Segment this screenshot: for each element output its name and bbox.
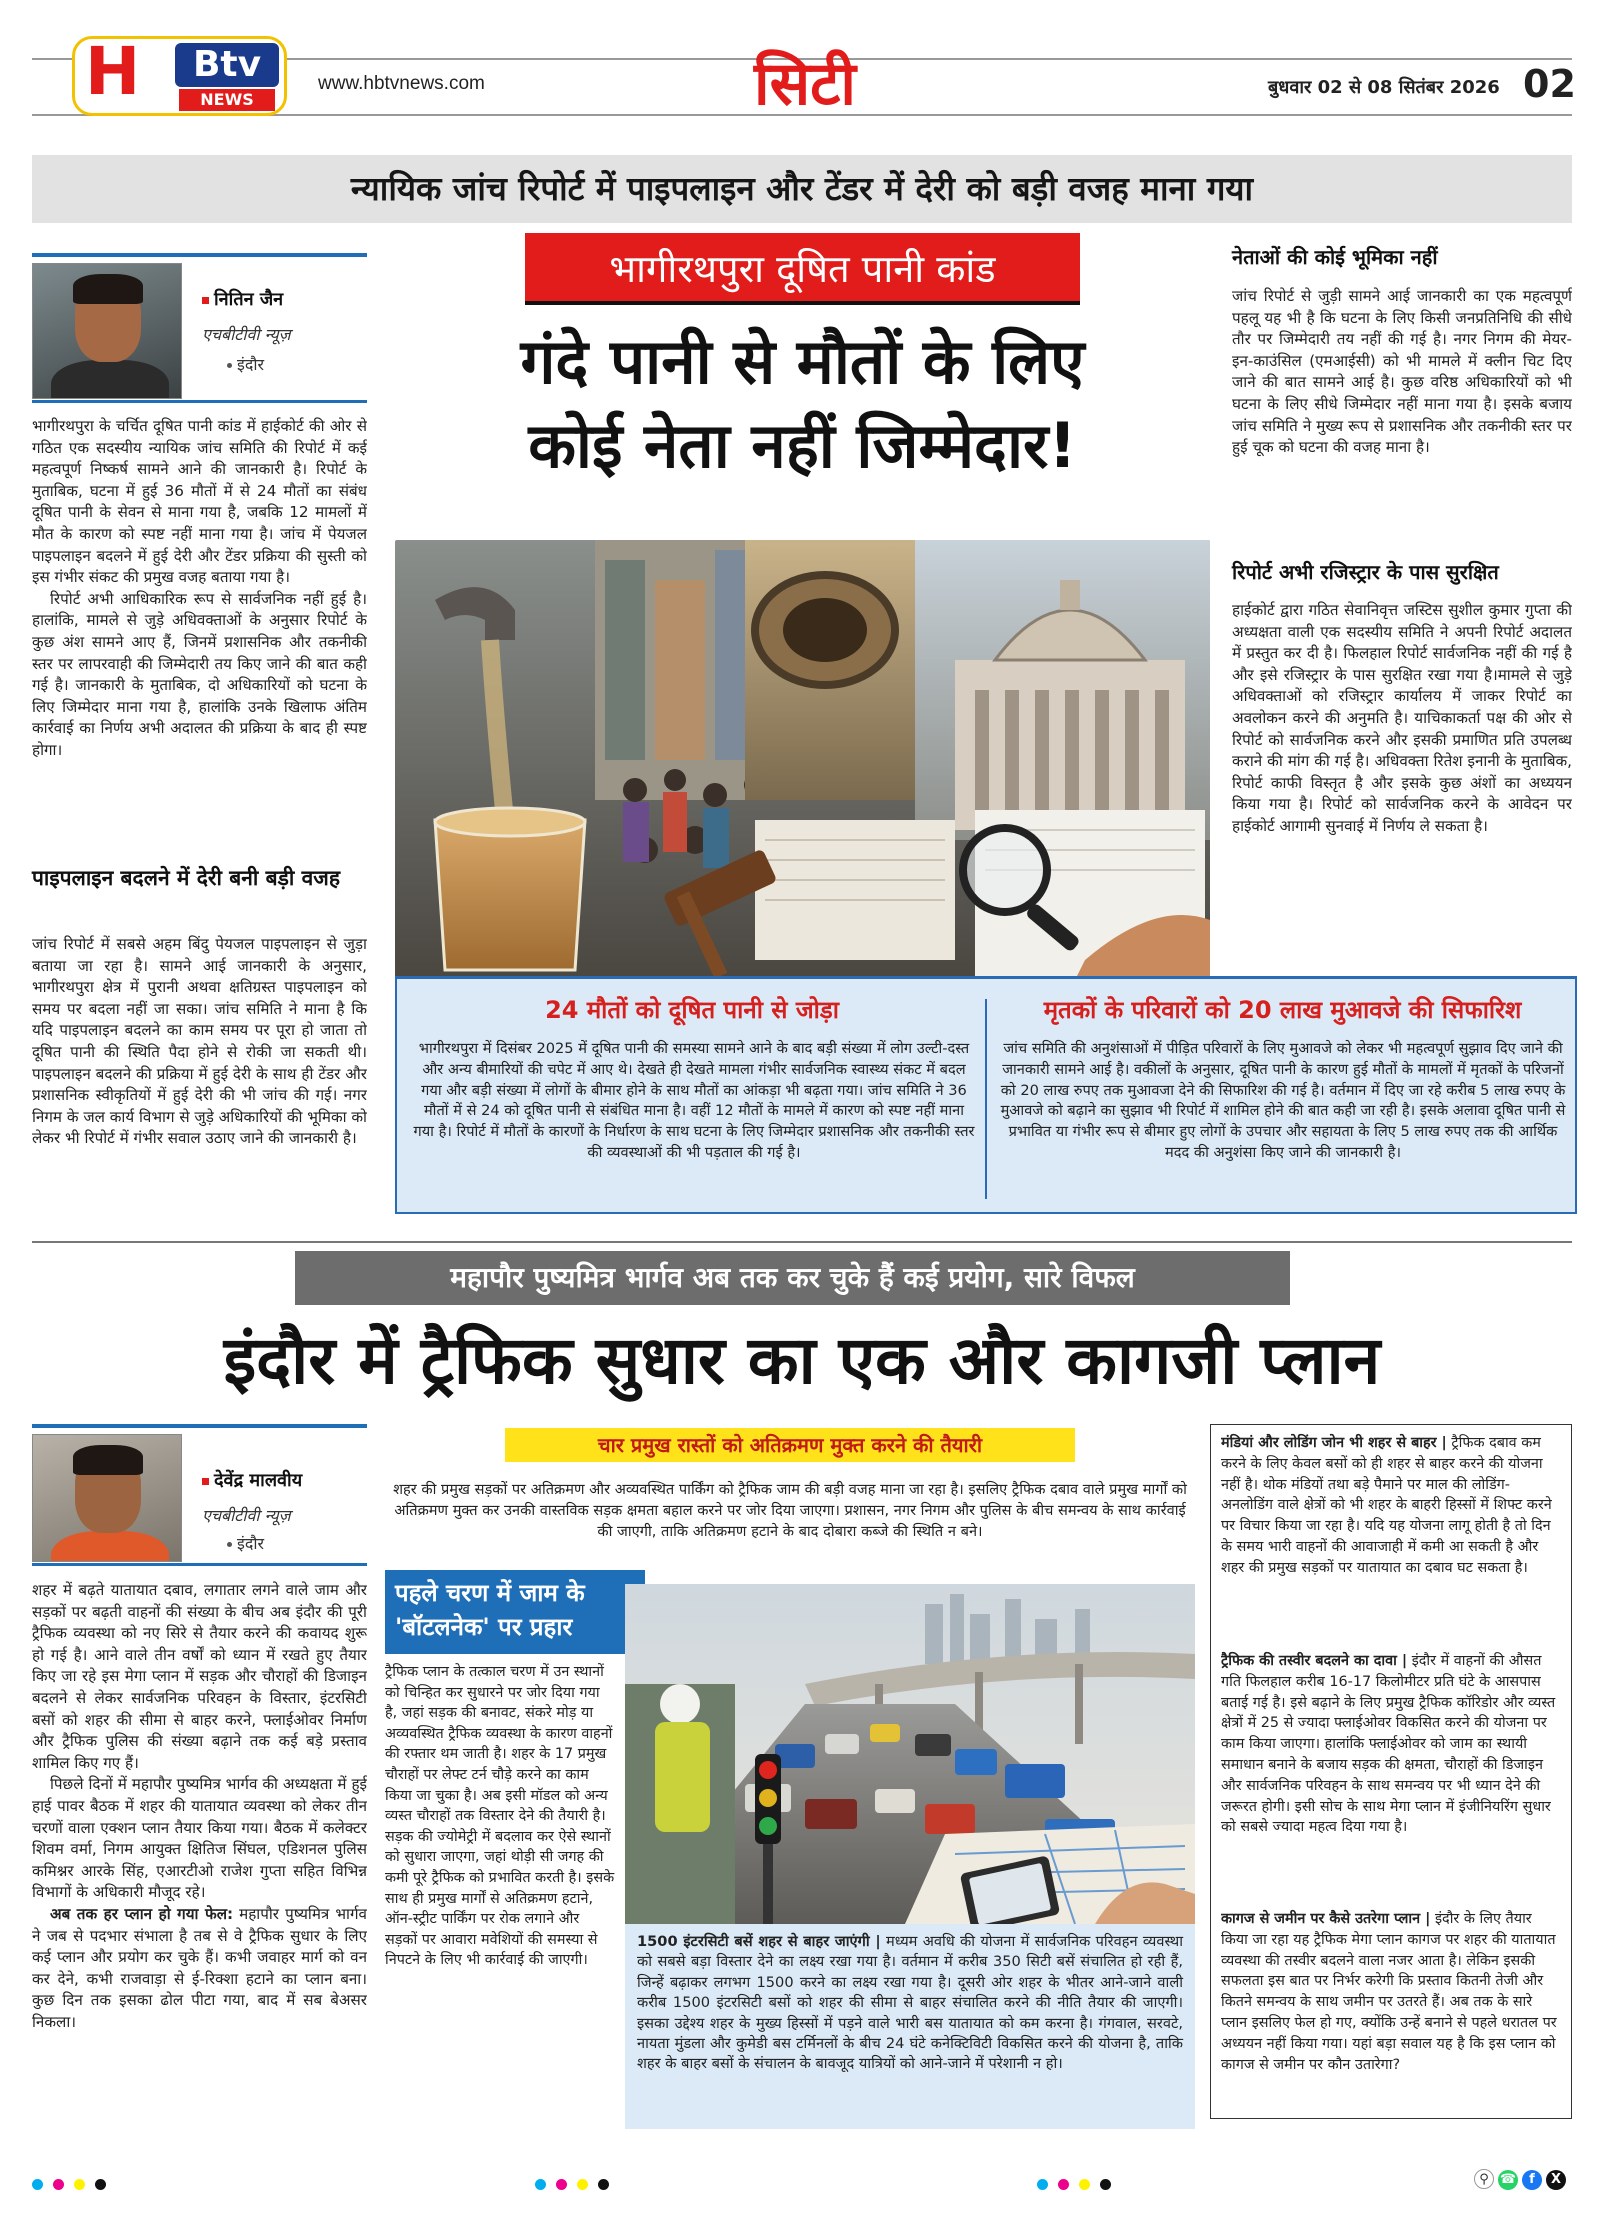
infobox-left-text: भागीरथपुरा में दिसंबर 2025 में दूषित पानी की समस्या सामने आने के बाद बड़ी संख्या में लोग उल्टी-दस्त और अन्य बीमारियों की चपेट में आए थे। देखते ही देखते मामला गंभीर सार्वजनिक स्वास्थ्य संकट में बदल गया और बड़ी संख्या में लोगों के बीमार होने के साथ मौतों का आंकड़ा भी बढ़ता गया। जांच समिति ने 36 मौतों में से 24 को दूषित पानी से संबंधित माना है। वहीं 12 मौतों के मामले में कारण को स्पष्ट नहीं माना गया है। रिपोर्ट में मौतों के कारणों के निर्धारण के साथ घटना के लिए जिम्मेदार प्रशासनिक और तकनीकी स्तर की व्यवस्थाओं की भी पड़ताल की गई है। bbox=[413, 1040, 975, 1161]
x-icon[interactable]: X bbox=[1546, 2170, 1566, 2190]
infobox-right-text: जांच समिति की अनुशंसाओं में पीड़ित परिवारों के लिए मुआवजे को लेकर भी महत्वपूर्ण सुझाव दिए जाने की जानकारी सामने आई है। वकीलों के अनुसार, दूषित पानी के कारण हुई मौतों के मामलों में मृतकों के परिजनों को 20 लाख रुपए तक मुआवजा देने की सिफारिश की गई है। वर्तमान में दिए जा रहे करीब 5 लाख रुपए के मुआवजे को बढ़ाने का सुझाव भी रिपोर्ट में शामिल होने की बात कही जा रही है। इसके अलावा दूषित पानी से प्रभावित या गंभीर रूप से बीमार हुए लोगों के उपचार और सहायता के लिए 5 लाख रुपए तक की आर्थिक मदद की अनुशंसा किए जाने की जानकारी है। bbox=[1000, 1040, 1566, 1161]
section-title: सिटी bbox=[754, 49, 856, 119]
traffic-photo bbox=[625, 1584, 1195, 1924]
registration-dots-right bbox=[1037, 2175, 1121, 2189]
site-url[interactable]: www.hbtvnews.com bbox=[318, 73, 485, 94]
reporter-place: इंदौर bbox=[227, 1532, 264, 1554]
caption-text bbox=[637, 1932, 1183, 2075]
dot-cyan bbox=[32, 2179, 43, 2190]
dot-cyan bbox=[1037, 2179, 1048, 2190]
story1-tag: भागीरथपुरा दूषित पानी कांड bbox=[525, 233, 1080, 305]
registration-dots-center bbox=[535, 2175, 619, 2189]
story2-headline: इंदौर में ट्रैफिक सुधार का एक और कागजी प्लान bbox=[223, 1322, 1381, 1399]
headline-line-1: गंदे पानी से मौतों के लिए bbox=[520, 325, 1085, 398]
side-item-2-title: ट्रैफिक की तस्वीर बदलने का दावा | bbox=[1221, 1653, 1408, 1669]
page-number: 02 bbox=[1523, 62, 1576, 106]
side-item-1 bbox=[1221, 1433, 1561, 1645]
story1-right-subhead-1: नेताओं की कोई भूमिका नहीं bbox=[1232, 245, 1438, 269]
story2-side-column bbox=[1210, 1424, 1572, 2119]
story1-headline bbox=[395, 320, 1210, 488]
story2-tagline: चार प्रमुख रास्तों को अतिक्रमण मुक्त करने की तैयारी bbox=[505, 1428, 1075, 1462]
dot-black bbox=[598, 2179, 609, 2190]
side-item-3-title: कागज से जमीन पर कैसे उतरेगा प्लान | bbox=[1221, 1911, 1431, 1927]
logo-letter-h: H bbox=[85, 36, 137, 110]
social-icons bbox=[1470, 2168, 1566, 2190]
whatsapp-icon[interactable]: ☎ bbox=[1498, 2170, 1518, 2190]
dot-magenta bbox=[53, 2179, 64, 2190]
story1-right-text-1 bbox=[1232, 286, 1572, 546]
story1-right-text-2 bbox=[1232, 600, 1572, 962]
side-item-2-text: इंदौर में वाहनों की औसत गति फिलहाल करीब 16-17 किलोमीटर प्रति घंटे के आसपास बताई गई है। इसे बढ़ाने के लिए प्रमुख ट्रैफिक कॉरिडोर और व्यस्त क्षेत्रों में 25 से ज्यादा फ्लाईओवर विकसित करने की योजना पर काम किया जाएगा। हालांकि फ्लाईओवर को जाम का स्थायी समाधान बनाने के बजाय सड़क की क्षमता, चौराहों की डिजाइन और सार्वजनिक परिवहन के साथ समन्वय पर भी ध्यान देने की जरूरत होगी। इसी सोच के साथ मेगा प्लान में इंजीनियरिंग सुधार को सबसे ज्यादा महत्व दिया गया है। bbox=[1221, 1653, 1556, 1836]
inline-text: महापौर पुष्यमित्र भार्गव ने जब से पदभार संभाला है तब से वे ट्रैफिक सुधार के लिए कई प्लान और प्रयोग कर चुके हैं। कभी जवाहर मार्ग को वन कर देने, कभी राजवाड़ा से ई-रिक्शा हटाने का प्लान बना। कुछ दिन तक इसका ढोल पीटा गया, बाद में सब बेअसर निकला। bbox=[32, 1904, 367, 2031]
reporter-name: देवेंद्र मालवीय bbox=[202, 1468, 302, 1492]
collage-illustration bbox=[395, 540, 1210, 980]
inline-subhead: अब तक हर प्लान हो गया फेल: bbox=[50, 1904, 234, 1923]
paragraph: पिछले दिनों में महापौर पुष्यमित्र भार्गव की अध्यक्षता में हुई हाई पावर बैठक में शहर की यातायात व्यवस्था को लेकर तीन चरणों वाला एक्शन प्लान तैयार किया गया। बैठक में कलेक्टर शिवम वर्मा, निगम आयुक्त क्षितिज सिंघल, एडिशनल पुलिस कमिश्नर आरके सिंह, एआरटीओ राजेश गुप्ता सहित विभिन्न विभागों के अधिकारी मौजूद रहे। bbox=[32, 1775, 367, 1902]
side-item-3-text: इंदौर के लिए तैयार किया जा रहा यह ट्रैफिक मेगा प्लान कागज पर शहर की यातायात व्यवस्था की तस्वीर बदलने वाला नजर आता है। लेकिन इसकी सफलता इस बात पर निर्भर करेगी कि प्रस्ताव कितनी तेजी और कितने समन्वय के साथ जमीन पर उतरते हैं। अब तक के सारे प्लान इसलिए फेल हो गए, क्योंकि उन्हें बनाने से पहले धरातल पर अध्ययन नहीं किया गया। यहां बड़ा सवाल यह है कि इस प्लान को कागज से जमीन पर कौन उतारेगा? bbox=[1221, 1911, 1557, 2073]
story1-photo-collage bbox=[395, 540, 1210, 980]
dot-black bbox=[1100, 2179, 1111, 2190]
paragraph: शहर में बढ़ते यातायात दबाव, लगातार लगने वाले जाम और सड़कों पर बढ़ती वाहनों की संख्या के बीच अब इंदौर की पूरी ट्रैफिक व्यवस्था को नए सिरे से तैयार करने की कवायद शुरू हो गई है। आने वाले तीन वर्षों को ध्यान में रखते हुए तैयार किए जा रहे इस मेगा प्लान में सड़क और चौराहों की डिजाइन बदलने से लेकर सार्वजनिक परिवहन के विस्तार, इंटरसिटी बसों को शहर की सीमा से बाहर करने, फ्लाईओवर निर्माण और ट्रैफिक पुलिस की संख्या बढ़ाने तक कई बड़े प्रस्ताव शामिल किए गए हैं। bbox=[32, 1581, 367, 1772]
caption-subhead: 1500 इंटरसिटी बसें शहर से बाहर जाएंगी | bbox=[637, 1933, 881, 1950]
paragraph bbox=[32, 1904, 367, 2034]
reporter-org: एचबीटीवी न्यूज़ bbox=[202, 325, 291, 344]
registration-dots-left bbox=[32, 2175, 116, 2189]
dot-yellow bbox=[577, 2179, 588, 2190]
story1-left-text bbox=[32, 416, 367, 856]
side-item-1-title: मंडियां और लोडिंग जोन भी शहर से बाहर | bbox=[1221, 1435, 1447, 1451]
story1-byline bbox=[32, 253, 367, 403]
paragraph: ट्रैफिक प्लान के तत्काल चरण में उन स्थानों को चिन्हित कर सुधारने पर जोर दिया गया है, जहां सड़क की बनावट, संकरे मोड़ या अव्यवस्थित ट्रैफिक व्यवस्था के कारण वाहनों की रफ्तार थम जाती है। शहर के 17 प्रमुख चौराहों पर लेफ्ट टर्न चौड़े करने का काम किया जा चुका है। अब इसी मॉडल को अन्य व्यस्त चौराहों तक विस्तार देने की तैयारी है। सड़क की ज्योमेट्री में बदलाव कर ऐसे स्थानों को सुधारा जाएगा, जहां थोड़ी सी जगह की कमी पूरे ट्रैफिक को प्रभावित करती है। इसके साथ ही प्रमुख मार्गों से अतिक्रमण हटाने, ऑन-स्ट्रीट पार्किंग पर रोक लगाने और सड़कों पर आवारा मवेशियों की समस्या से निपटने के लिए भी कार्रवाई की जाएगी। bbox=[385, 1664, 615, 1969]
reporter-photo bbox=[32, 263, 182, 399]
side-item-3 bbox=[1221, 1909, 1561, 2115]
story2-byline bbox=[32, 1424, 367, 1566]
logo-news: NEWS bbox=[179, 89, 275, 111]
infobox-right-heading: मृतकों के परिवारों को 20 लाख मुआवजे की सिफारिश bbox=[1043, 996, 1522, 1024]
infobox-left-heading: 24 मौतों को दूषित पानी से जोड़ा bbox=[545, 996, 839, 1024]
reporter-name: नितिन जैन bbox=[202, 287, 283, 311]
reporter-photo bbox=[32, 1434, 182, 1562]
reporter-org: एचबीटीवी न्यूज़ bbox=[202, 1506, 291, 1525]
side-item-1-text: ट्रैफिक दबाव कम करने के लिए केवल बसों को ही शहर से बाहर करने की योजना नहीं है। थोक मंडियों तथा बड़े पैमाने पर माल की लोडिंग-अनलोडिंग वाले क्षेत्रों को भी शहर के बाहरी हिस्सों में शिफ्ट करने पर विचार किया जा रहा है। यदि यह योजना लागू होती है तो दिन के समय भारी वाहनों की आवाजाही में कमी आ सकती है और शहर की प्रमुख सड़कों पर यातायात का दबाव घट सकता है। bbox=[1221, 1435, 1552, 1576]
headline-line-2: कोई नेता नहीं जिम्मेदार! bbox=[528, 409, 1077, 482]
paragraph: जांच रिपोर्ट में सबसे अहम बिंदु पेयजल पाइपलाइन से जुड़ा बताया जा रहा है। सामने आई जानकारी के अनुसार, भागीरथपुरा क्षेत्र में पुरानी अथवा क्षतिग्रस्त पाइपलाइन को समय पर बदला नहीं जा सका। जांच समिति ने माना है कि यदि पाइपलाइन बदलने का काम समय पर पूरा हो जाता तो दूषित पानी की स्थिति पैदा होने से रोकी जा सकती थी। पाइपलाइन बदलने की प्रक्रिया में हुई देरी के साथ ही टेंडर और प्रशासनिक स्वीकृतियों में हुई देरी की भी जांच की गई। नगर निगम के जल कार्य विभाग से जुड़े अधिकारियों की भूमिका को लेकर भी रिपोर्ट में गंभीर सवाल उठाए जाने की जानकारी है। bbox=[32, 935, 367, 1148]
story1-kicker: न्यायिक जांच रिपोर्ट में पाइपलाइन और टेंडर में देरी को बड़ी वजह माना गया bbox=[32, 155, 1572, 223]
issue-date: बुधवार 02 से 08 सितंबर 2026 bbox=[1268, 77, 1500, 98]
dot-yellow bbox=[1079, 2179, 1090, 2190]
story2-left-text bbox=[32, 1580, 367, 2120]
story2-mid-text bbox=[385, 1662, 615, 2122]
hbtv-logo[interactable] bbox=[72, 36, 287, 116]
story-separator bbox=[32, 1241, 1572, 1243]
story2-mid-subhead: पहले चरण में जाम के 'बॉटलनेक' पर प्रहार bbox=[385, 1570, 645, 1654]
story2-kicker: महापौर पुष्यमित्र भार्गव अब तक कर चुके हैं कई प्रयोग, सारे विफल bbox=[295, 1251, 1290, 1305]
side-item-2 bbox=[1221, 1651, 1561, 1901]
search-icon[interactable]: ⚲ bbox=[1474, 2169, 1494, 2189]
reporter-place: इंदौर bbox=[227, 353, 264, 375]
story1-left-subhead: पाइपलाइन बदलने में देरी बनी बड़ी वजह bbox=[32, 866, 341, 890]
traffic-illustration bbox=[625, 1584, 1195, 1924]
paragraph: रिपोर्ट अभी आधिकारिक रूप से सार्वजनिक नहीं हुई है। हालांकि, मामले से जुड़े अधिवक्ताओं के अनुसार रिपोर्ट के कुछ अंश सामने आए हैं, जिनमें प्रशासनिक और तकनीकी स्तर पर लापरवाही की जिम्मेदारी तय किए जाने की बात कही गई है। जानकारी के मुताबिक, दो अधिकारियों को घटना के लिए जिम्मेदार माना गया है, हालांकि उनके खिलाफ अंतिम कार्रवाई का निर्णय अभी अदालत की प्रक्रिया के बाद ही स्पष्ट होगा। bbox=[32, 589, 367, 759]
facebook-icon[interactable]: f bbox=[1522, 2170, 1542, 2190]
dot-black bbox=[95, 2179, 106, 2190]
paragraph: भागीरथपुरा के चर्चित दूषित पानी कांड में हाईकोर्ट की ओर से गठित एक सदस्यीय न्यायिक जांच समिति की रिपोर्ट में कई महत्वपूर्ण निष्कर्ष सामने आने की जानकारी है। रिपोर्ट के मुताबिक, घटना में हुई 36 मौतों में से 24 मौतों का संबंध दूषित पानी के सेवन से माना गया है, जबकि 12 मामलों में मौत के कारण को स्पष्ट नहीं माना गया है। जांच में पेयजल पाइपलाइन बदलने में हुई देरी और टेंडर प्रक्रिया की सुस्ती को इस गंभीर संकट की प्रमुख वजह बताया गया है। bbox=[32, 417, 367, 587]
paragraph: जांच रिपोर्ट से जुड़ी सामने आई जानकारी का एक महत्वपूर्ण पहलू यह भी है कि घटना के लिए किसी जनप्रतिनिधि की सीधे तौर पर जिम्मेदारी तय नहीं की गई है। नगर निगम की मेयर-इन-काउंसिल (एमआईसी) को भी मामले में क्लीन चिट दिए जाने की बात सामने आई है। कुछ वरिष्ठ अधिकारियों को भी घटना के लिए सीधे जिम्मेदार नहीं माना गया है। इसके बजाय जांच समिति ने मुख्य रूप से प्रशासनिक और तकनीकी स्तर पर हुई चूक को घटना की वजह माना है। bbox=[1232, 287, 1572, 457]
story2-intro: शहर की प्रमुख सड़कों पर अतिक्रमण और अव्यवस्थित पार्किंग को ट्रैफिक जाम की बड़ी वजह माना जा रहा है। इसलिए ट्रैफिक दबाव वाले प्रमुख मार्गों को अतिक्रमण मुक्त कर उनकी वास्तविक सड़क क्षमता बहाल करने पर जोर दिया जाएगा। प्रशासन, नगर निगम और पुलिस के बीच समन्वय के साथ कार्रवाई की जाएगी, ताकि अतिक्रमण हटाने के बाद दोबारा कब्जे की स्थिति न बने। bbox=[393, 1481, 1187, 1540]
story2-caption-box bbox=[625, 1924, 1195, 2129]
dot-magenta bbox=[556, 2179, 567, 2190]
paragraph: हाईकोर्ट द्वारा गठित सेवानिवृत्त जस्टिस सुशील कुमार गुप्ता की अध्यक्षता वाली एक सदस्यीय समिति ने अपनी रिपोर्ट अदालत में प्रस्तुत कर दी है। फिलहाल रिपोर्ट सार्वजनिक नहीं की गई है और इसे रजिस्ट्रार के पास सुरक्षित रखा गया है।मामले से जुड़े अधिवक्ताओं को रजिस्ट्रार कार्यालय में जाकर रिपोर्ट का अवलोकन करने की अनुमति है। याचिकाकर्ता पक्ष की ओर से रिपोर्ट को सार्वजनिक करने और इसकी प्रमाणित प्रति उपलब्ध कराने की मांग की गई है। अधिवक्ता रितेश इनानी के मुताबिक, रिपोर्ट काफी विस्तृत है और इसके कुछ अंशों का अध्ययन किया गया है। रिपोर्ट को सार्वजनिक करने के आवेदन पर हाईकोर्ट आगामी सुनवाई में निर्णय ले सकता है। bbox=[1232, 601, 1572, 835]
caption-body: मध्यम अवधि की योजना में सार्वजनिक परिवहन व्यवस्था को सबसे बड़ा विस्तार देने का लक्ष्य रखा गया है। वर्तमान में करीब 350 सिटी बसें संचालित हो रही हैं, जिन्हें बढ़ाकर लगभग 1500 करने का लक्ष्य रखा गया है। दूसरी ओर शहर के भीतर आने-जाने वाली करीब 1500 इंटरसिटी बसों को शहर की सीमा से बाहर संचालित करने की नीति तैयार की जाएगी। इसका उद्देश्य शहर के मुख्य हिस्सों में पड़ने वाले भारी बस यातायात को कम करना है। गंगवाल, सरवटे, नायता मुंडला और कुमेडी बस टर्मिनलों के बीच 24 घंटे कनेक्टिविटी विकसित करने की योजना है, ताकि शहर के बाहर बसों के संचालन के बावजूद यात्रियों को आने-जाने में परेशानी न हो। bbox=[637, 1933, 1183, 2073]
story1-infobox bbox=[395, 976, 1577, 1214]
infobox-divider bbox=[985, 999, 987, 1199]
dot-cyan bbox=[535, 2179, 546, 2190]
dot-yellow bbox=[74, 2179, 85, 2190]
story1-left-text-2 bbox=[32, 934, 367, 1216]
logo-btv: Btv bbox=[175, 43, 279, 87]
dot-magenta bbox=[1058, 2179, 1069, 2190]
story1-right-subhead-2: रिपोर्ट अभी रजिस्ट्रार के पास सुरक्षित bbox=[1232, 560, 1499, 584]
